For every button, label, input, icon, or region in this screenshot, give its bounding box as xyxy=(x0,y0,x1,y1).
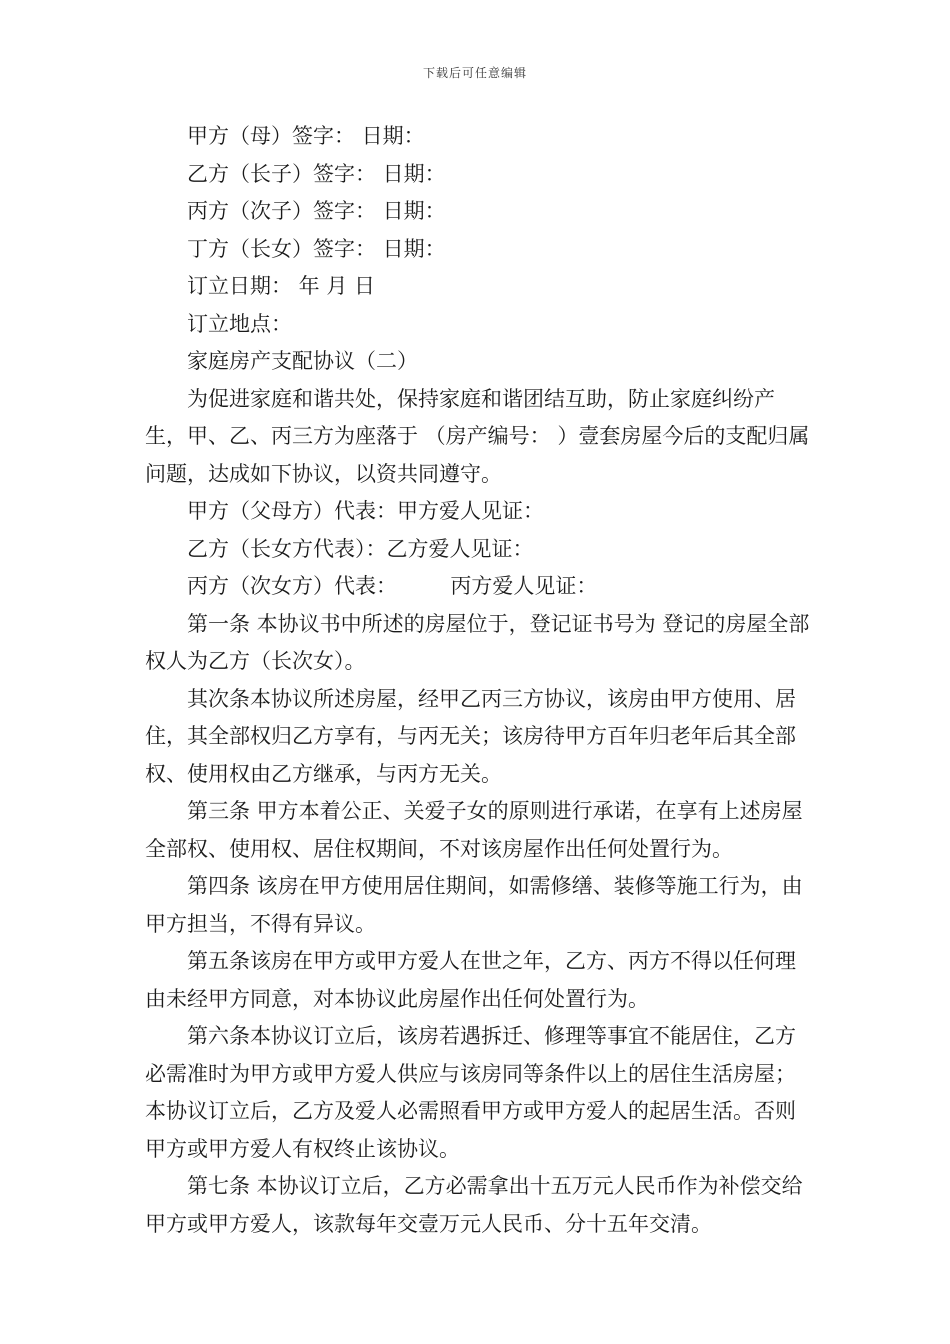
article-5: 第五条该房在甲方或甲方爱人在世之年，乙方、丙方不得以任何理由未经甲方同意，对本协议此房屋作出任何处置行为。 xyxy=(145,949,796,1011)
agreement-preamble: 为促进家庭和谐共处，保持家庭和谐团结互助，防止家庭纠纷产生，甲、乙、丙三方为座落于 （房产编号： ）壹套房屋今后的支配归属问题，达成如下协议，以资共同遵守。 xyxy=(145,386,810,486)
signature-line-party-a: 甲方（母）签字： 日期： xyxy=(187,124,425,148)
party-c-representative-line: 丙方（次女方）代表： 丙方爱人见证： xyxy=(187,574,598,598)
page-header: 下载后可任意编辑 xyxy=(422,66,527,80)
party-a-representative-line: 甲方（父母方）代表：甲方爱人见证： xyxy=(187,499,544,523)
article-1: 第一条 本协议书中所述的房屋位于，登记证书号为 登记的房屋全部权人为乙方（长次女）。 xyxy=(145,611,810,673)
party-b-representative-line: 乙方（长女方代表）：乙方爱人见证： xyxy=(187,536,534,561)
agreement-title: 家庭房产支配协议（二） xyxy=(187,349,418,373)
article-4: 第四条 该房在甲方使用居住期间，如需修缮、装修等施工行为，由甲方担当，不得有异议。 xyxy=(145,874,803,936)
article-6: 第六条本协议订立后，该房若遇拆迁、修理等事宜不能居住，乙方必需准时为甲方或甲方爱人供应与该房同等条件以上的居住生活房屋；本协议订立后，乙方及爱人必需照看甲方或甲方爱人的起居生活。否则甲方或甲方爱人有权终止该协议。 xyxy=(145,1024,796,1161)
article-3: 第三条 甲方本着公正、关爱子女的原则进行承诺，在享有上述房屋全部权、使用权、居住权期间，不对该房屋作出任何处置行为。 xyxy=(145,799,803,861)
signature-line-party-d: 丁方（长女）签字： 日期： xyxy=(187,236,446,261)
document-body xyxy=(145,118,810,1243)
signature-line-party-c: 丙方（次子）签字： 日期： xyxy=(187,199,446,223)
signing-date-line: 订立日期： 年 月 日 xyxy=(187,274,376,298)
article-7: 第七条 本协议订立后，乙方必需拿出十五万元人民币作为补偿交给甲方或甲方爱人，该款每年交壹万元人民币、分十五年交清。 xyxy=(145,1174,803,1236)
article-2: 其次条本协议所述房屋，经甲乙丙三方协议，该房由甲方使用、居住，其全部权归乙方享有，与丙无关；该房待甲方百年归老年后其全部权、使用权由乙方继承，与丙方无关。 xyxy=(145,686,796,786)
signature-line-party-b: 乙方（长子）签字： 日期： xyxy=(187,161,446,186)
signing-place-line: 订立地点： xyxy=(187,311,292,336)
